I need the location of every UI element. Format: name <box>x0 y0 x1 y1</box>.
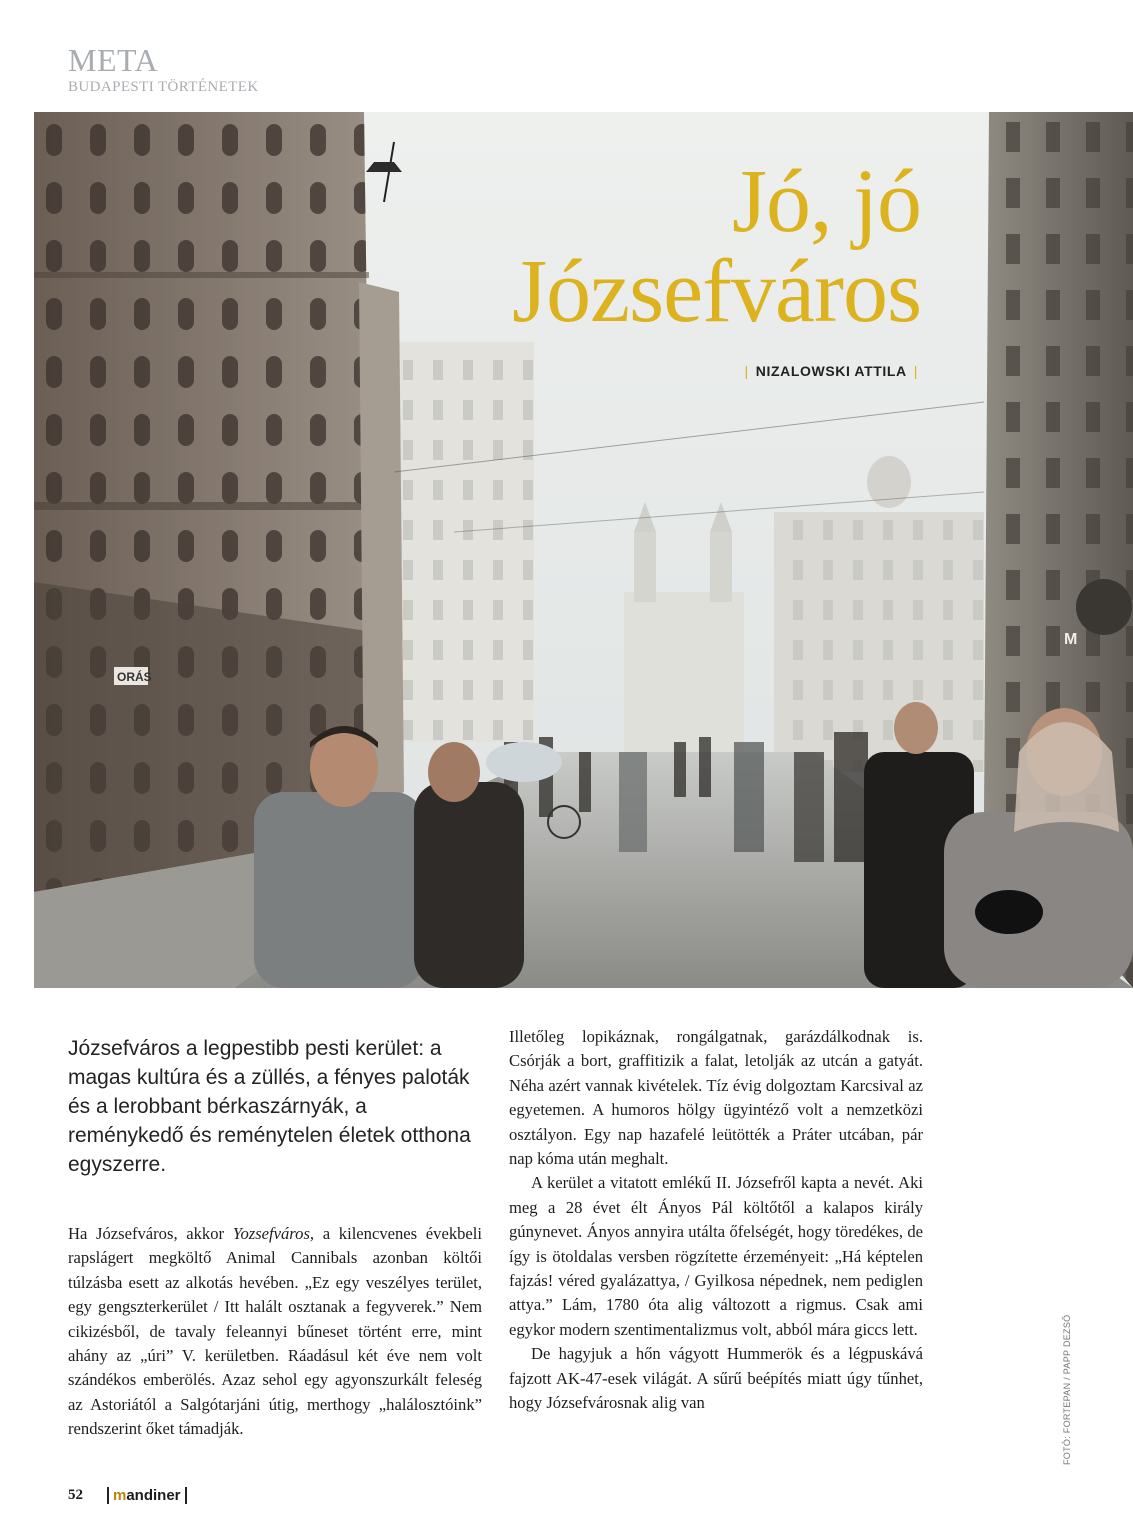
logo-initial: m <box>113 1487 127 1504</box>
paragraph-text-after: a kilencvenes évekbeli rapslágert megköltő Animal Cannibals azonban költői túlzásba esett az alkotás hevében. „Ez egy veszélyes terület, egy gengszterkerület / Itt halált osztanak a fegyverek.” Nem cikizésből, de tavaly feleannyi bűneset történt erre, mint ahány az „úri” V. kerületben. Ráadásul két éve nem volt szándékos emberölés. Azaz sehol egy agyonszurkált feleség az Astoriától a Salgótarjáni útig, merthogy „halálosztóink” rendszerint őket támadják. <box>68 1224 483 1439</box>
section-subtitle: BUDAPESTI TÖRTÉNETEK <box>68 79 259 95</box>
byline-open-bar: | <box>744 363 749 379</box>
headline-line-2: Józsefváros <box>512 242 921 341</box>
body-paragraph: Illetőleg lopikáznak, rongálgatnak, garázdálkodnak is. Csórják a bort, graffitizik a falat, letolják az utcán a gatyát. Néha azért vannak kivételek. Tíz évig dolgoztam Karcsival az egyetemen. A humoros hölgy ügyintéző volt a nemzetközi osztályon. Egy nap hazafelé leütötték a Práter utcában, pár nap kóma után meghalt. <box>509 1027 923 1169</box>
shop-sign-text: ORÁS <box>117 670 152 684</box>
body-paragraph <box>68 1222 482 1442</box>
section-header <box>68 44 259 96</box>
body-paragraph: A kerület a vitatott emlékű II. Józsefről kapta a nevét. Aki meg a 28 évet élt Ányos Pál költőtől a kalapos király gúnynevet. Ányos annyira utálta őfelségét, hogy töredékes, de így is ötoldalas versben rögzítette érzeményeit: „Há képtelen fajzás! véred gyalázattya, / Gyilkosa népednek, nem pediglen attya.” Lám, 1780 óta alig változott a rigmus. Csak ami egykor modern szentimentalizmus volt, abból mára giccs lett. <box>509 1173 923 1339</box>
section-title: META <box>68 42 159 78</box>
byline-author: NIZALOWSKI ATTILA <box>755 363 907 379</box>
paragraph-text-before: Ha Józsefváros, akkor <box>68 1224 233 1243</box>
byline <box>738 363 925 379</box>
byline-close-bar: | <box>913 363 918 379</box>
body-column-right <box>509 1025 923 1416</box>
body-paragraph: De hagyjuk a hőn vágyott Hummerök és a légpuskává fajzott AK-47-esek világát. A sűrű beépítés miatt úgy tűnhet, hogy Józsefvárosnak alig van <box>509 1344 923 1413</box>
page-number: 52 <box>68 1487 83 1503</box>
headline-line-1: Jó, jó <box>731 152 921 251</box>
page-footer <box>68 1487 187 1504</box>
shop-sign-right-text: M <box>1064 631 1078 648</box>
publication-logo <box>107 1487 187 1504</box>
body-column-left <box>68 1222 482 1442</box>
article-headline <box>512 152 921 341</box>
logo-rest: andiner <box>126 1487 181 1504</box>
lead-paragraph: Józsefváros a legpestibb pesti kerület: a magas kultúra és a züllés, a fényes paloták és a lerobbant bérkaszárnyák, a reménykedő és reménytelen életek otthona egyszerre. <box>68 1037 471 1176</box>
paragraph-italic-text: Yozsefváros, <box>232 1224 315 1243</box>
photo-credit: FOTÓ: FORTEPAN / PAPP DEZSŐ <box>1062 1314 1072 1465</box>
